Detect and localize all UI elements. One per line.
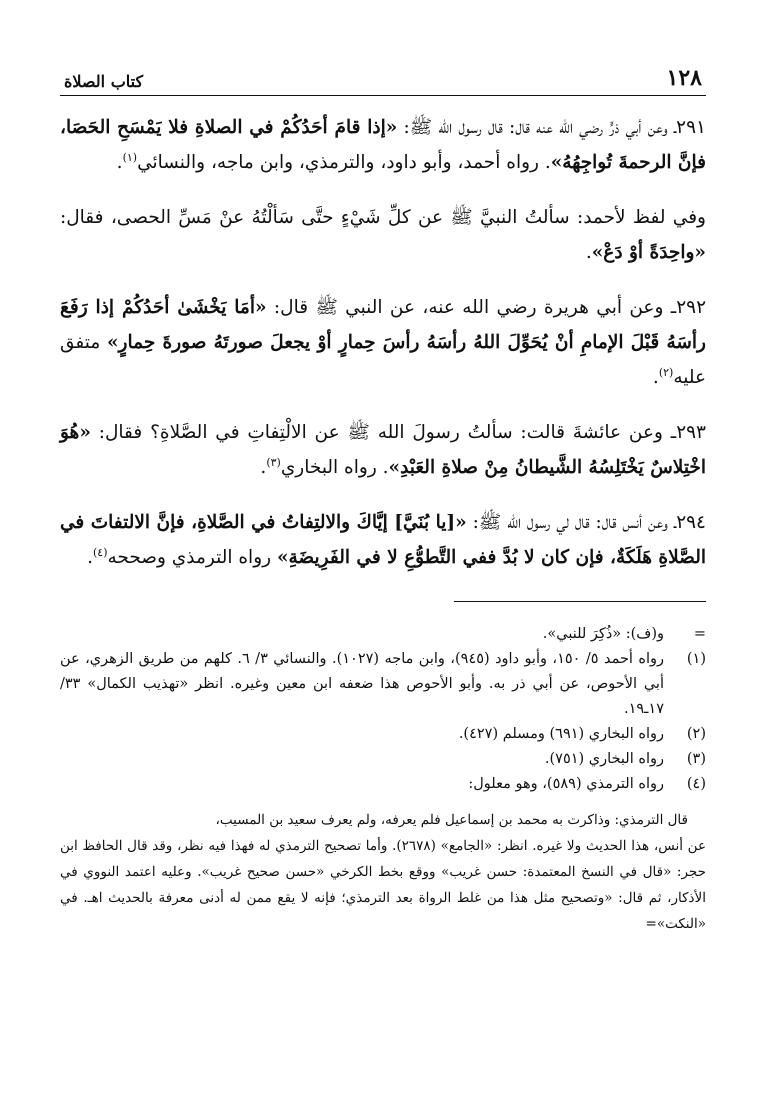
hadith-source: . رواه أحمد، وأبو داود، والترمذي، وابن ماجه، والنسائي xyxy=(137,152,551,173)
hadith-text: «إذا قامَ أحَدُكُمْ في الصلاةِ فلا يَمْسَحِ الحَصَا، فإنَّ الرحمةَ تُواجِهُهُ» xyxy=(60,117,706,173)
footnote-mark: (٢) xyxy=(686,726,706,742)
main-text xyxy=(60,110,706,575)
hadith-end: . xyxy=(260,457,267,478)
footnote-text: رواه البخاري (٧٥١). xyxy=(544,751,664,767)
footnote-mark: (١) xyxy=(686,651,706,667)
footnote-text: رواه البخاري (٦٩١) ومسلم (٤٢٧). xyxy=(458,726,664,742)
footnote-2 xyxy=(60,722,706,747)
hadith-end: . xyxy=(652,367,659,388)
hadith-source: متفق عليه xyxy=(60,332,706,388)
hadith-intro: ـ وعن أبي ذرٍّ رضي الله عنه قال: قال رسول الله ﷺ: xyxy=(397,117,677,138)
footnote-ref: (٢) xyxy=(658,365,674,379)
commentary-first-line: قال الترمذي: وذاكرت به محمد بن إسماعيل فلم يعرفه، ولم يعرف سعيد بن المسيب، xyxy=(215,812,688,828)
page-header xyxy=(60,52,706,96)
hadith-text: «أمَا يَخْشَىٰ أحَدُكُمْ إذا رَفَعَ رأسَهُ قَبْلَ الإمامِ أنْ يُحَوِّلَ اللهُ رأسَهُ رأسَ حِمارٍ أوْ يجعلَ صورتَهُ صورةَ حِمارٍ» xyxy=(60,297,706,353)
footnote-continuation xyxy=(60,622,706,647)
footnote-ref: (١) xyxy=(122,150,138,164)
footnote-text: رواه الترمذي (٥٨٩)، وهو معلول: xyxy=(468,776,664,792)
hadith-number: ٢٩٣ xyxy=(676,422,706,443)
book-title: كتاب الصلاة xyxy=(64,72,144,91)
hadith-292 xyxy=(60,290,706,395)
hadith-text: «هُوَ اخْتِلاسٌ يَخْتَلِسُهُ الشَّيطانُ مِنْ صلاةِ العَبْدِ» xyxy=(60,422,706,478)
hadith-text: «واحِدَةً أوْ دَعْ» xyxy=(591,242,706,263)
footnote-1 xyxy=(60,647,706,722)
hadith-intro: وفي لفظ لأحمد: سألتُ النبيَّ ﷺ عن كلِّ شَيْءٍ حتَّى سَألْتُهُ عنْ مَسِّ الحصى، فقال: xyxy=(60,207,706,228)
hadith-source: رواه الترمذي وصححه xyxy=(107,547,277,568)
footnote-divider xyxy=(454,601,706,602)
hadith-293 xyxy=(60,415,706,485)
hadith-intro: ـ وعن أنس قال: قال لي رسول الله ﷺ: xyxy=(466,512,677,533)
footnote-3 xyxy=(60,747,706,772)
hadith-source: . رواه البخاري xyxy=(280,457,389,478)
hadith-end: . xyxy=(116,152,123,173)
footnote-4-commentary xyxy=(60,807,706,937)
footnote-text: رواه أحمد ٥/ ١٥٠، وأبو داود (٩٤٥)، وابن ماجه (١٠٢٧). والنسائي ٣/ ٦. كلهم من طريق الزهري، عن أبي الأحوص، عن أبي ذر به. وأبو الأحوص هذا ضعفه ابن معين وغيره. انظر «تهذيب الكمال» ٣٣/ ١٧ـ١٩. xyxy=(60,651,664,717)
footnote-mark: = xyxy=(693,626,706,642)
commentary-body: عن أنس، هذا الحديث ولا غيره. انظر: «الجامع» (٢٦٧٨). وأما تصحيح الترمذي له فهذا فيه نظر، وقد قال الحافظ ابن حجر: «قال في النسخ المعتمدة: حسن غريب» ووقع بخط الكرخي «حسن صحيح غريب». وعليه اعتمد النووي في الأذكار، ثم قال: «وتصحيح مثل هذا من غلط الرواة بعد الترمذي؛ فإنه لا يقع ممن له أدنى معرفة بالحديث اهـ. في «النكت»= xyxy=(60,838,706,932)
hadith-294 xyxy=(60,505,706,575)
footnote-mark: (٣) xyxy=(686,751,706,767)
hadith-text: «[يا بُنَيَّ] إيَّاكَ والالتِفاتُ في الصَّلاةِ، فإنَّ الالتفاتَ في الصَّلاةِ هَلَكَةٌ، فإن كان لا بُدَّ ففي التَّطوُّعِ لا في الفَرِيضَةِ» xyxy=(60,512,706,568)
hadith-291 xyxy=(60,110,706,180)
book-page xyxy=(60,52,706,937)
hadith-291-variant xyxy=(60,200,706,270)
hadith-intro: ـ وعن عائشةَ قالت: سألتُ رسولَ الله ﷺ عن الالْتِفاتِ في الصَّلاةِ؟ فقال: xyxy=(90,422,677,443)
hadith-number: ٢٩١ xyxy=(676,117,706,138)
hadith-number: ٢٩٢ xyxy=(676,297,707,318)
footnote-text: و(ف): «ذُكِرَ للنبي». xyxy=(542,626,664,642)
footnote-ref: (٤) xyxy=(92,545,108,559)
hadith-end: . xyxy=(585,242,592,263)
footnotes xyxy=(60,622,706,797)
footnote-ref: (٣) xyxy=(266,455,281,469)
page-number: ١٢٨ xyxy=(666,65,702,91)
footnote-4 xyxy=(60,772,706,797)
hadith-end: . xyxy=(87,547,93,568)
footnote-mark: (٤) xyxy=(686,776,706,792)
hadith-intro: ـ وعن أبي هريرة رضي الله عنه، عن النبي ﷺ قال: xyxy=(266,297,677,318)
hadith-number: ٢٩٤ xyxy=(676,512,706,533)
